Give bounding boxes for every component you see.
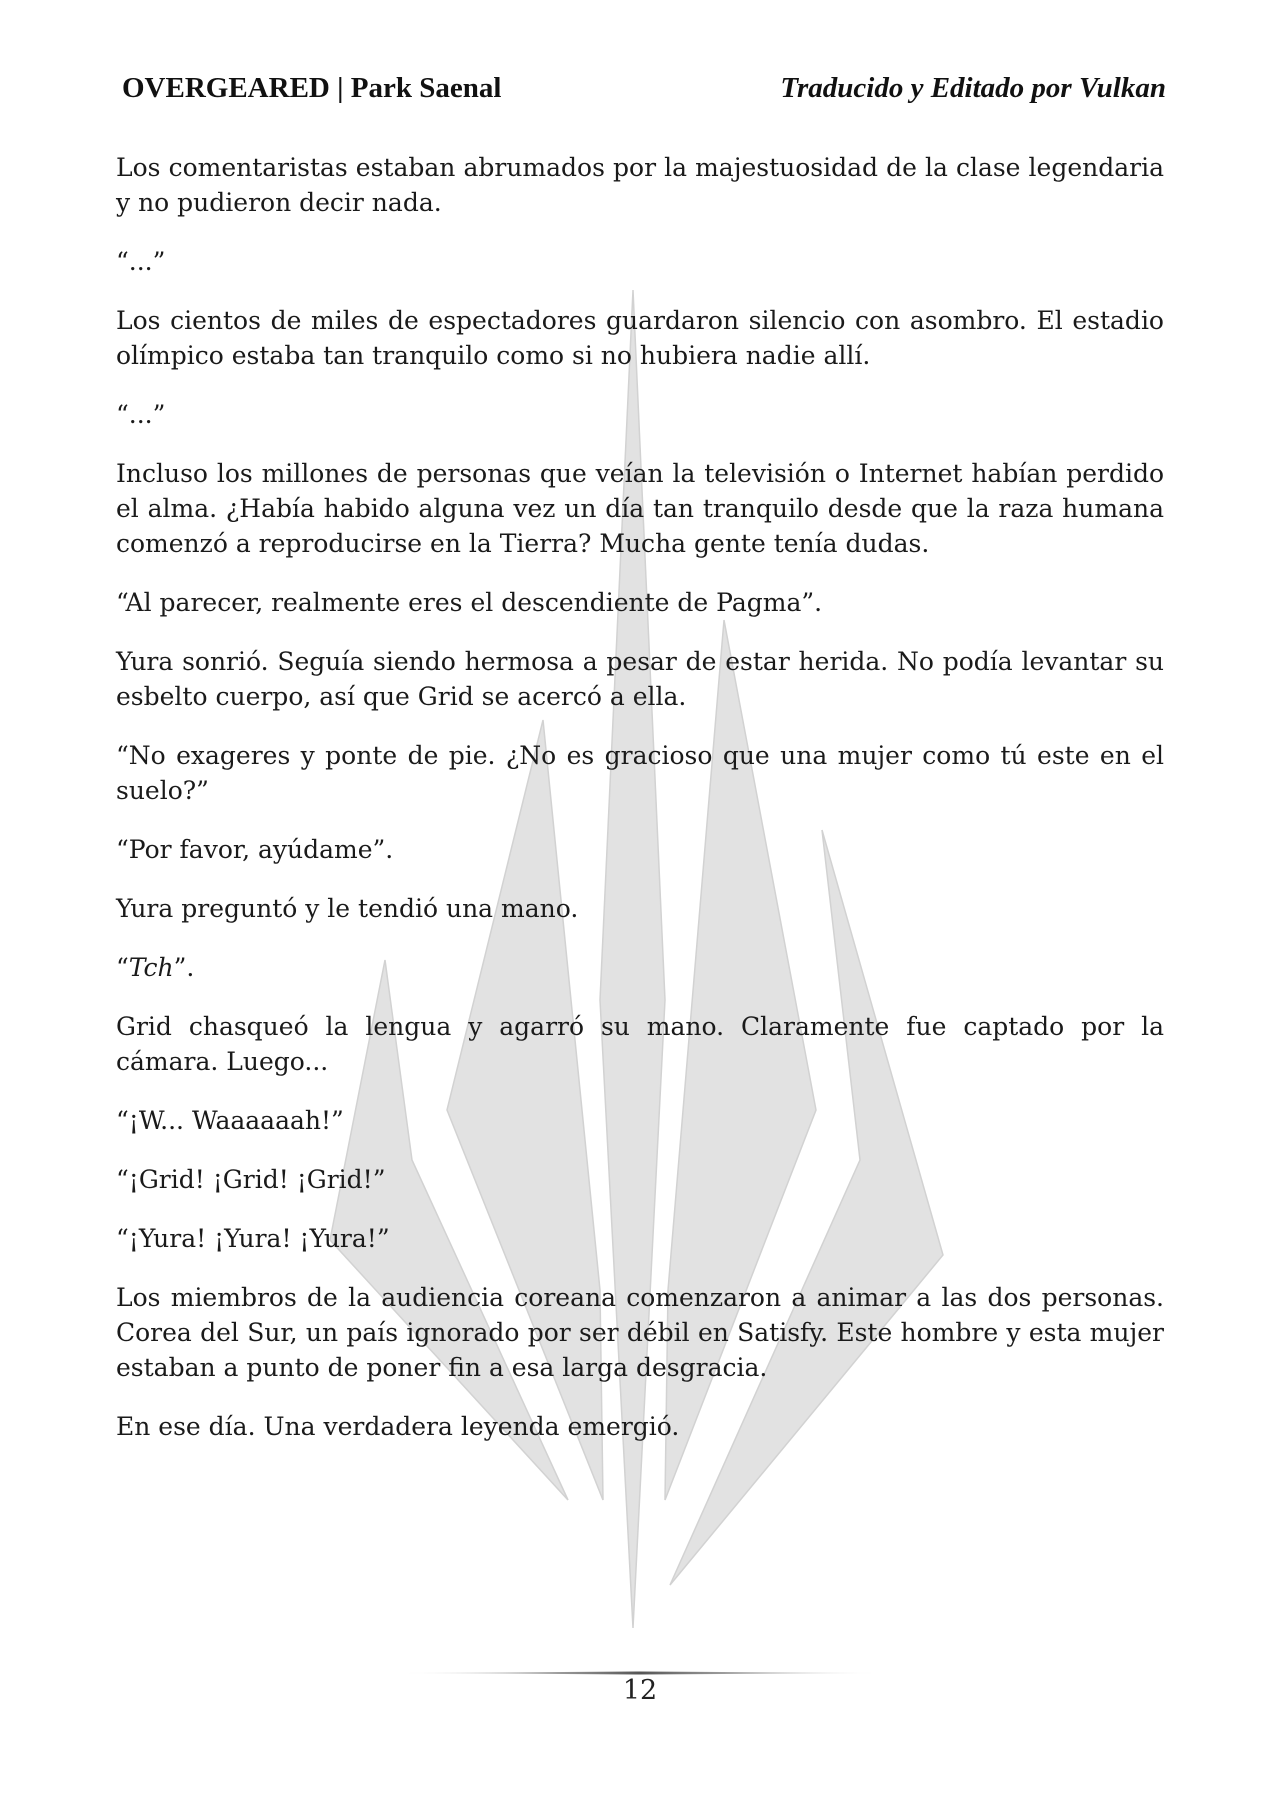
header-credit: Traducido y Editado por Vulkan	[780, 72, 1166, 104]
tch-open-quote: “	[116, 953, 129, 982]
paragraph: Yura sonrió. Seguía siendo hermosa a pesar de estar herida. No podía levantar su esbelto cuerpo, así que Grid se acercó a ella.	[116, 647, 1164, 711]
header-title: OVERGEARED | Park Saenal	[122, 72, 502, 104]
paragraph: Los miembros de la audiencia coreana comenzaron a animar a las dos personas. Corea del Sur, un país ignorado por ser débil en Satisfy. Este hombre y esta mujer estaban a punto de poner fin a esa larga desgracia.	[116, 1283, 1164, 1382]
tch-word: Tch	[128, 953, 174, 982]
paragraph-tch	[116, 950, 1164, 985]
page-header	[122, 72, 1166, 112]
paragraph: “No exageres y ponte de pie. ¿No es gracioso que una mujer como tú este en el suelo?”	[116, 741, 1164, 805]
paragraph: En ese día. Una verdadera leyenda emergió.	[116, 1412, 680, 1441]
paragraph: “¡Grid! ¡Grid! ¡Grid!”	[116, 1165, 386, 1194]
paragraph: “¡Yura! ¡Yura! ¡Yura!”	[116, 1224, 390, 1253]
paragraph: Yura preguntó y le tendió una mano.	[116, 894, 579, 923]
paragraph: “Por favor, ayúdame”.	[116, 835, 394, 864]
paragraph: “Al parecer, realmente eres el descendiente de Pagma”.	[116, 588, 823, 617]
paragraph: “...”	[116, 400, 166, 429]
paragraph: Los cientos de miles de espectadores guardaron silencio con asombro. El estadio olímpico estaba tan tranquilo como si no hubiera nadie allí.	[116, 306, 1164, 370]
page-number: 12	[622, 1675, 658, 1706]
paragraph: Los comentaristas estaban abrumados por la majestuosidad de la clase legendaria y no pudieron decir nada.	[116, 153, 1164, 217]
tch-close-quote: ”.	[173, 953, 195, 982]
paragraph: “...”	[116, 247, 166, 276]
paragraph: “¡W... Waaaaaah!”	[116, 1106, 344, 1135]
paragraph: Incluso los millones de personas que veían la televisión o Internet habían perdido el alma. ¿Había habido alguna vez un día tan tranquilo desde que la raza humana comenzó a reproducirse en la Tierra? Mucha gente tenía dudas.	[116, 459, 1164, 558]
paragraph: Grid chasqueó la lengua y agarró su mano. Claramente fue captado por la cámara. Luego...	[116, 1012, 1164, 1076]
chapter-text	[116, 150, 1164, 1468]
